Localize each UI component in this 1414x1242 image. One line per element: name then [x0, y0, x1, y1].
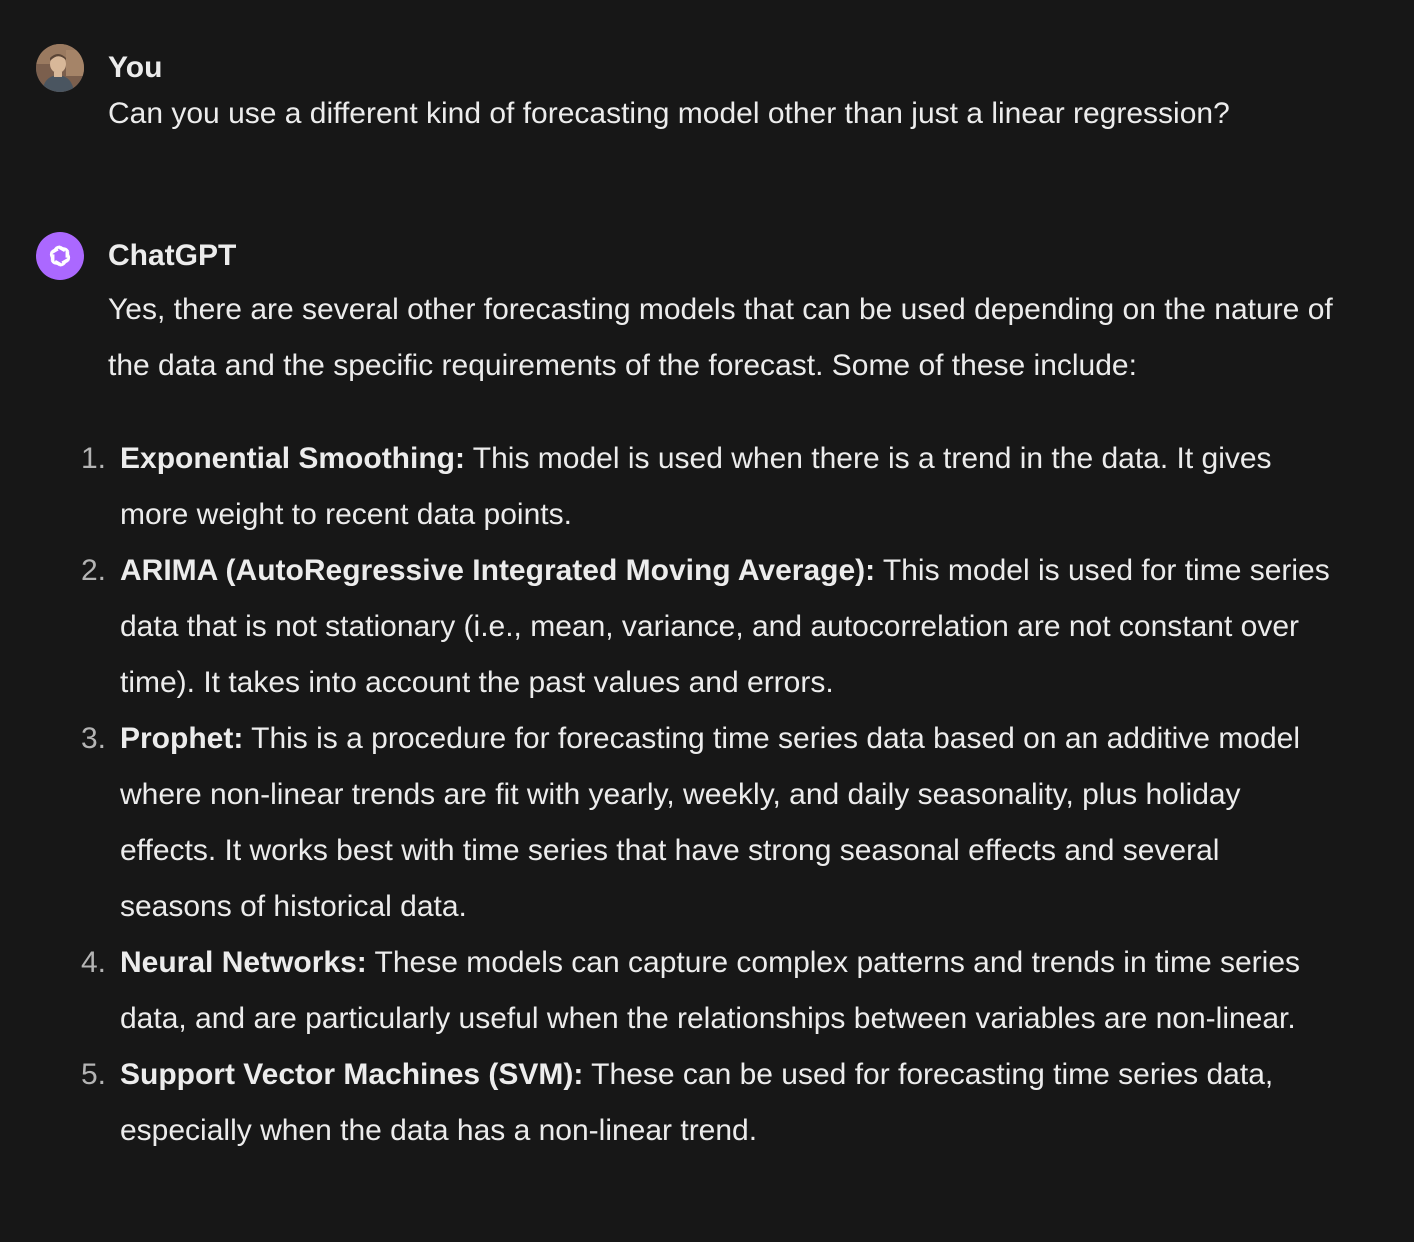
list-number: 1. — [80, 442, 106, 475]
list-item — [80, 431, 1338, 543]
user-message-text: Can you use a different kind of forecasting model other than just a linear regression? — [108, 97, 1230, 130]
list-item-term: Exponential Smoothing: — [120, 442, 465, 475]
list-item — [80, 935, 1338, 1047]
list-number: 5. — [80, 1058, 106, 1091]
list-item-term: Prophet: — [120, 722, 244, 755]
list-number: 4. — [80, 946, 106, 979]
forecasting-models-list — [80, 431, 1338, 1159]
list-item — [80, 1047, 1338, 1159]
user-avatar[interactable] — [36, 44, 84, 92]
user-author-name: You — [108, 51, 163, 84]
list-number: 3. — [80, 722, 106, 755]
list-item-text: This is a procedure for forecasting time series data based on an additive model where non-linear trends are fit with yearly, weekly, and daily seasonality, plus holiday effects. It works best with time series that have strong seasonal effects and several seasons of historical data. — [120, 722, 1301, 923]
list-number: 2. — [80, 554, 106, 587]
list-item-text: This model is used when there is a trend in the data. It gives more weight to recent data points. — [120, 442, 1272, 531]
assistant-intro-text: Yes, there are several other forecasting models that can be used depending on the nature of the data and the specific requirements of the forecast. Some of these include: — [108, 293, 1333, 382]
assistant-avatar — [36, 232, 84, 280]
list-item-text: These can be used for forecasting time series data, especially when the data has a non-linear trend. — [120, 1058, 1274, 1147]
list-item-text: These models can capture complex patterns and trends in time series data, and are particularly useful when the relationships between variables are non-linear. — [120, 946, 1301, 1035]
list-item-term: ARIMA (AutoRegressive Integrated Moving Average): — [120, 554, 876, 587]
assistant-author-name: ChatGPT — [108, 239, 237, 272]
user-avatar-photo-icon — [36, 44, 84, 92]
list-item — [80, 711, 1338, 935]
list-item-text: This model is used for time series data that is not stationary (i.e., mean, variance, and autocorrelation are not constant over time). It takes into account the past values and errors. — [120, 554, 1330, 699]
list-item-term: Support Vector Machines (SVM): — [120, 1058, 584, 1091]
list-item-term: Neural Networks: — [120, 946, 367, 979]
list-item — [80, 543, 1338, 711]
openai-logo-icon — [44, 240, 76, 272]
